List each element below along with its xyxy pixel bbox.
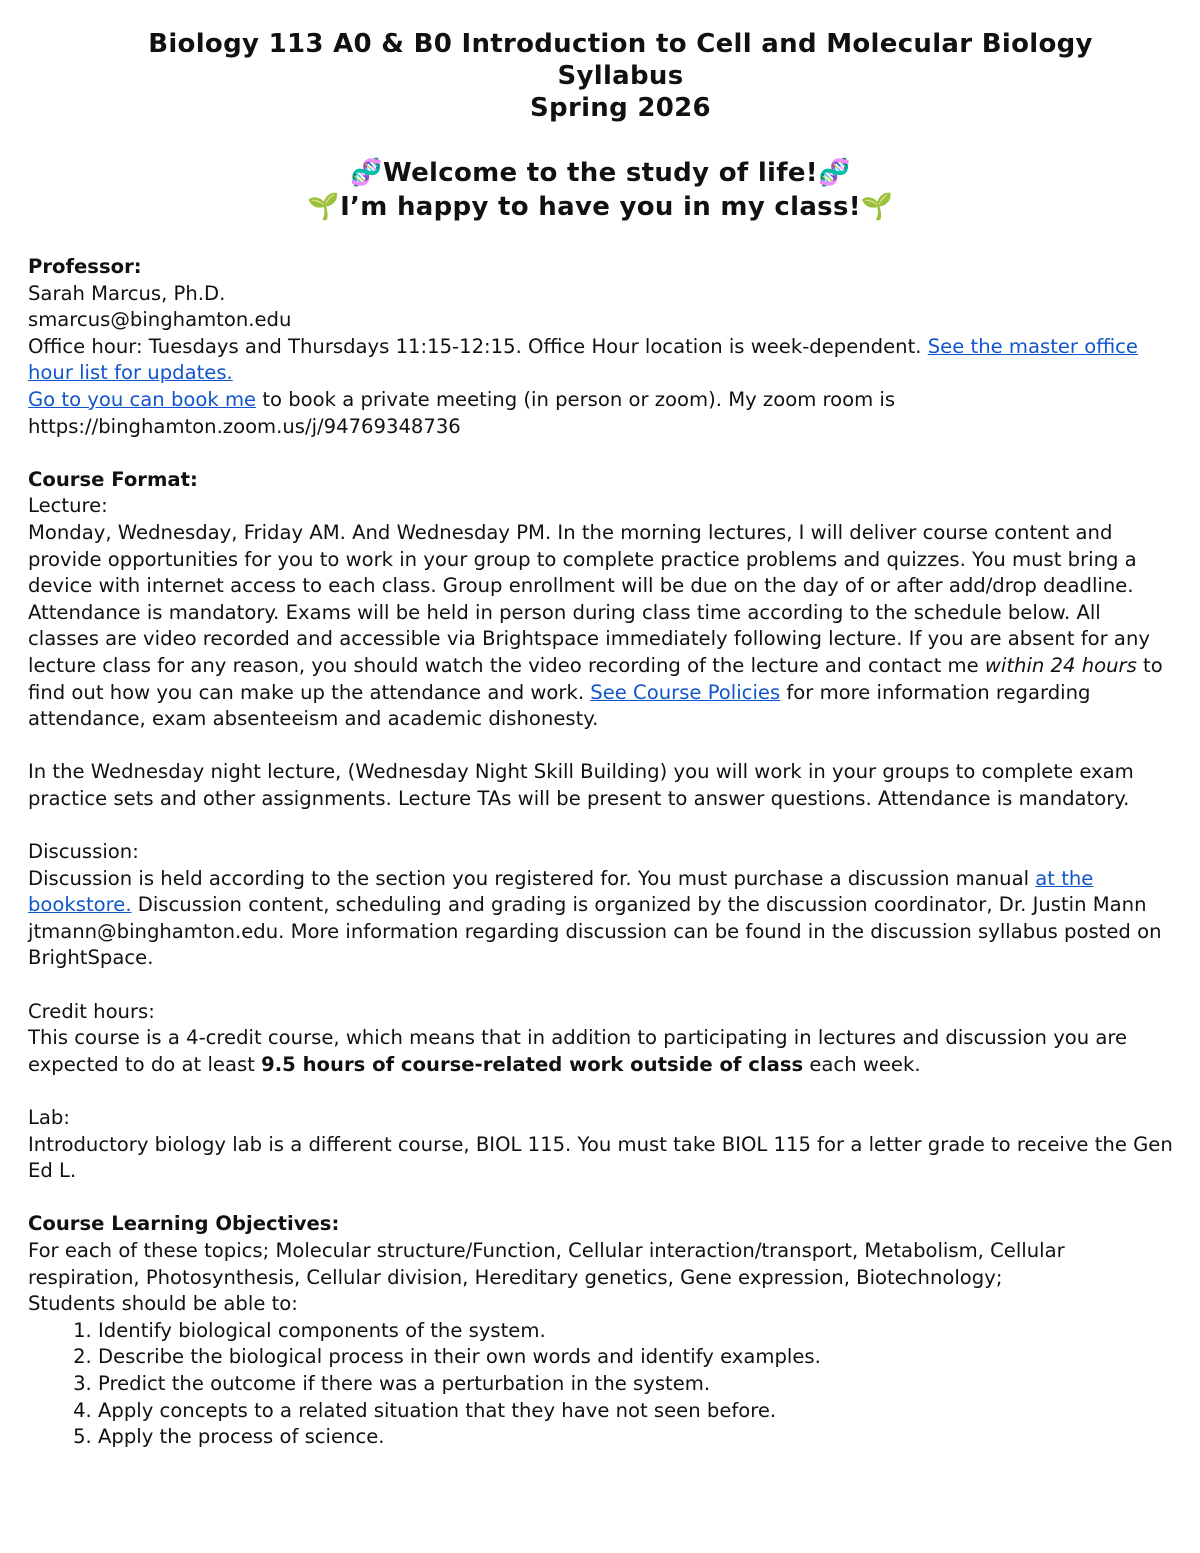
office-hour-text: Office hour: Tuesdays and Thursdays 11:15-12:15. Office Hour location is week-dependent. — [28, 334, 928, 358]
objectives-heading: Course Learning Objectives: — [28, 1212, 340, 1236]
office-hour-list-link[interactable]: See the master office hour list for updates. — [28, 334, 1138, 385]
objective-item: 5. Apply the process of science. — [98, 1424, 1173, 1451]
lecture-label: Lecture: — [28, 494, 108, 518]
credit-hours-label: Credit hours: — [28, 999, 155, 1023]
lab-paragraph: Introductory biology lab is a different course, BIOL 115. You must take BIOL 115 for a letter grade to receive the Gen Ed L. — [28, 1132, 1173, 1183]
discussion-label: Discussion: — [28, 840, 139, 864]
discussion-text-1: Discussion is held according to the section you registered for. You must purchase a discussion manual — [28, 866, 1036, 890]
syllabus-page — [28, 28, 1173, 1451]
course-policies-link[interactable]: See Course Policies — [590, 680, 781, 704]
office-hour-paragraph — [28, 334, 1173, 387]
objectives-intro: For each of these topics; Molecular structure/Function, Cellular interaction/transport, Metabolism, Cellular respiration, Photosynthesis, Cellular division, Hereditary genetics, Gene expression, Biotechnology; — [28, 1238, 1065, 1289]
lecture-deadline-emphasis: within 24 hours — [984, 653, 1137, 677]
wednesday-paragraph: In the Wednesday night lecture, (Wednesday Night Skill Building) you will work in your groups to complete exam practice sets and other assignments. Lecture TAs will be present to answer questions. Attendance is mandatory. — [28, 760, 1134, 810]
objective-item: 4. Apply concepts to a related situation that they have not seen before. — [98, 1398, 1173, 1425]
objectives-list — [28, 1318, 1173, 1451]
credit-text-1: This course is a 4-credit course, which means that in addition to participating in lectures and discussion you are expected to do at least — [28, 1026, 1128, 1076]
welcome-text-1: Welcome to the study of life! — [383, 158, 818, 188]
lecture-text-1: Monday, Wednesday, Friday AM. And Wednesday PM. In the morning lectures, I will deliver course content and provide opportunities for you to work in your group to complete practice problems and quizzes. You must bring a device with internet access to each class. Group enrollment will be due on the day of or after add/drop deadline. Attendance is mandatory. Exams will be held in person during class time according to the schedule below. All classes are video recorded and accessible via Brightspace immediately following lecture. If you are absent for any lecture class for any reason, you should watch the video recording of the lecture and contact me — [28, 520, 1150, 677]
lecture-paragraph — [28, 520, 1173, 733]
lecture-text-2: to find out how you can make up the attendance and work. — [28, 653, 1163, 704]
objective-item: 1. Identify biological components of the system. — [98, 1318, 1173, 1345]
credit-text-2: each week. — [803, 1052, 921, 1076]
book-me-link[interactable]: Go to you can book me — [28, 387, 257, 411]
objective-item: 3. Predict the outcome if there was a perturbation in the system. — [98, 1371, 1173, 1398]
professor-heading: Professor: — [28, 255, 142, 278]
course-format-heading: Course Format: — [28, 467, 198, 491]
objective-item: 2. Describe the biological process in their own words and identify examples. — [98, 1344, 1173, 1371]
students-intro: Students should be able to: — [28, 1292, 298, 1316]
professor-email: smarcus@binghamton.edu — [28, 308, 292, 332]
professor-name: Sarah Marcus, Ph.D. — [28, 281, 226, 305]
dna-icon: 🧬 — [817, 158, 851, 188]
booking-text: to book a private meeting (in person or zoom). My zoom room is https://binghamton.zoom.us/j/94769348736 — [28, 387, 896, 438]
title-line-course: Biology 113 A0 & B0 Introduction to Cell and Molecular Biology — [148, 29, 1093, 59]
welcome-line-1 — [28, 156, 1173, 190]
bookstore-link[interactable]: at the bookstore. — [28, 866, 1094, 917]
discussion-text-2: Discussion content, scheduling and grading is organized by the discussion coordinator, Dr. Justin Mann jtmann@binghamton.edu. More information regarding discussion can be found in the discussion syllabus posted on BrightSpace. — [28, 893, 1162, 970]
title-line-syllabus: Syllabus — [557, 61, 684, 91]
dna-icon: 🧬 — [350, 158, 384, 188]
credit-hours-emphasis: 9.5 hours of course-related work outside of class — [261, 1052, 804, 1076]
welcome-banner — [28, 156, 1173, 224]
booking-paragraph — [28, 387, 1173, 440]
welcome-line-2 — [28, 190, 1173, 224]
title-line-term: Spring 2026 — [530, 93, 711, 123]
discussion-paragraph — [28, 866, 1173, 972]
credit-hours-paragraph — [28, 1025, 1173, 1078]
document-body — [28, 254, 1173, 1451]
lecture-text-3: for more information regarding attendance, exam absenteeism and academic dishonesty. — [28, 680, 1091, 731]
lab-label: Lab: — [28, 1106, 70, 1129]
document-title — [68, 28, 1173, 124]
seedling-icon: 🌱 — [307, 192, 341, 222]
seedling-icon: 🌱 — [860, 192, 894, 222]
welcome-text-2: I’m happy to have you in my class! — [340, 192, 861, 222]
